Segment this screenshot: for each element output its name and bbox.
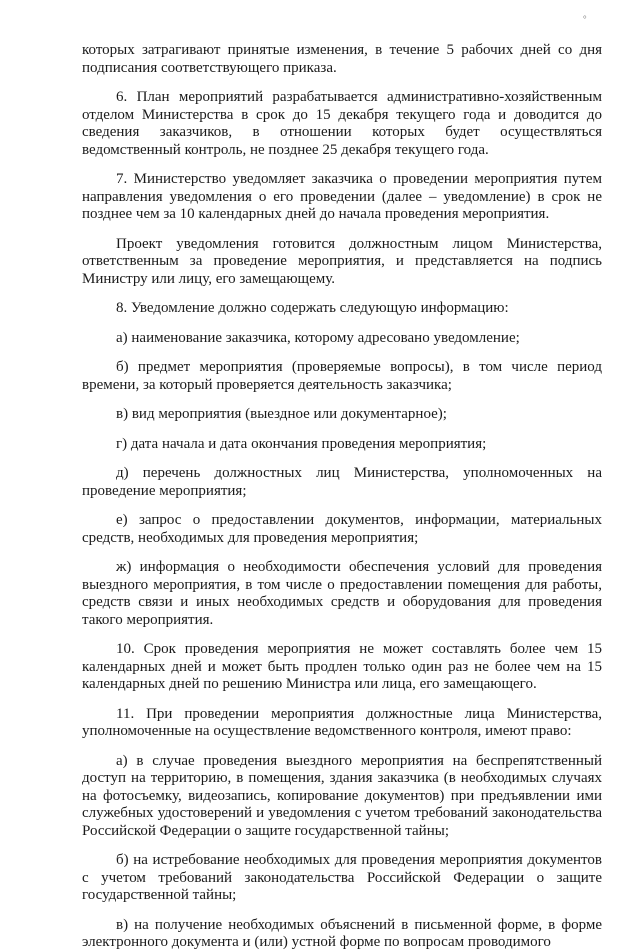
paragraph: д) перечень должностных лиц Министерства, уполномоченных на проведение мероприятия; [82, 465, 602, 499]
paragraph: б) на истребование необходимых для проведения мероприятия документов с учетом требований законодательства Российской Федерации о защите государственной тайны; [82, 852, 602, 903]
paragraph: в) на получение необходимых объяснений в письменной форме, в форме электронного документа и (или) устной форме по вопросам проводимого [82, 916, 602, 950]
paragraph: Проект уведомления готовится должностным лицом Министерства, ответственным за проведение мероприятия, и представляется на подпись Министру или лицу, его замещающему. [82, 235, 602, 287]
paragraph: а) наименование заказчика, которому адресовано уведомление; [116, 329, 520, 346]
paragraph: 6. План мероприятий разрабатывается административно-хозяйственным отделом Министерства в срок до 15 декабря текущего года и доводится до сведения заказчиков, в отношении которых будет осуществляться ведомственный контроль, не позднее 25 декабря текущего года. [82, 89, 602, 158]
paragraph: б) предмет мероприятия (проверяемые вопросы), в том числе период времени, за который проверяется деятельность заказчика; [82, 359, 602, 393]
paragraph: е) запрос о предоставлении документов, информации, материальных средств, необходимых для проведения мероприятия; [82, 512, 602, 546]
document-body [82, 42, 602, 952]
paragraph: 11. При проведении мероприятия должностные лица Министерства, уполномоченные на осуществление ведомственного контроля, имеют право: [82, 705, 602, 739]
paragraph: которых затрагивают принятые изменения, в течение 5 рабочих дней со дня подписания соответствующего приказа. [82, 42, 602, 76]
paragraph: а) в случае проведения выездного мероприятия на беспрепятственный доступ на территорию, в помещения, здания заказчика (в необходимых случаях на фотосъемку, видеозапись, копирование документов) при предъявлении ими служебных удостоверений и уведомления с учетом требований законодательства Российской Федерации о защите государственной тайны; [82, 752, 602, 839]
scan-speck: ° [583, 14, 587, 24]
paragraph: в) вид мероприятия (выездное или документарное); [116, 406, 447, 422]
paragraph: 10. Срок проведения мероприятия не может составлять более чем 15 календарных дней и может быть продлен только один раз не более чем на 15 календарных дней по решению Министра или лица, его замещающего. [82, 641, 602, 692]
paragraph: 7. Министерство уведомляет заказчика о проведении мероприятия путем направления уведомления о его проведении (далее – уведомление) в срок не позднее чем за 10 календарных дней до начала проведения мероприятия. [82, 171, 602, 222]
paragraph: г) дата начала и дата окончания проведения мероприятия; [116, 435, 487, 452]
paragraph: ж) информация о необходимости обеспечения условий для проведения выездного мероприятия, в том числе о предоставлении помещения для работы, средств связи и иных необходимых средств и оборудования для проведения такого мероприятия. [82, 559, 602, 628]
paragraph: 8. Уведомление должно содержать следующую информацию: [116, 300, 509, 316]
